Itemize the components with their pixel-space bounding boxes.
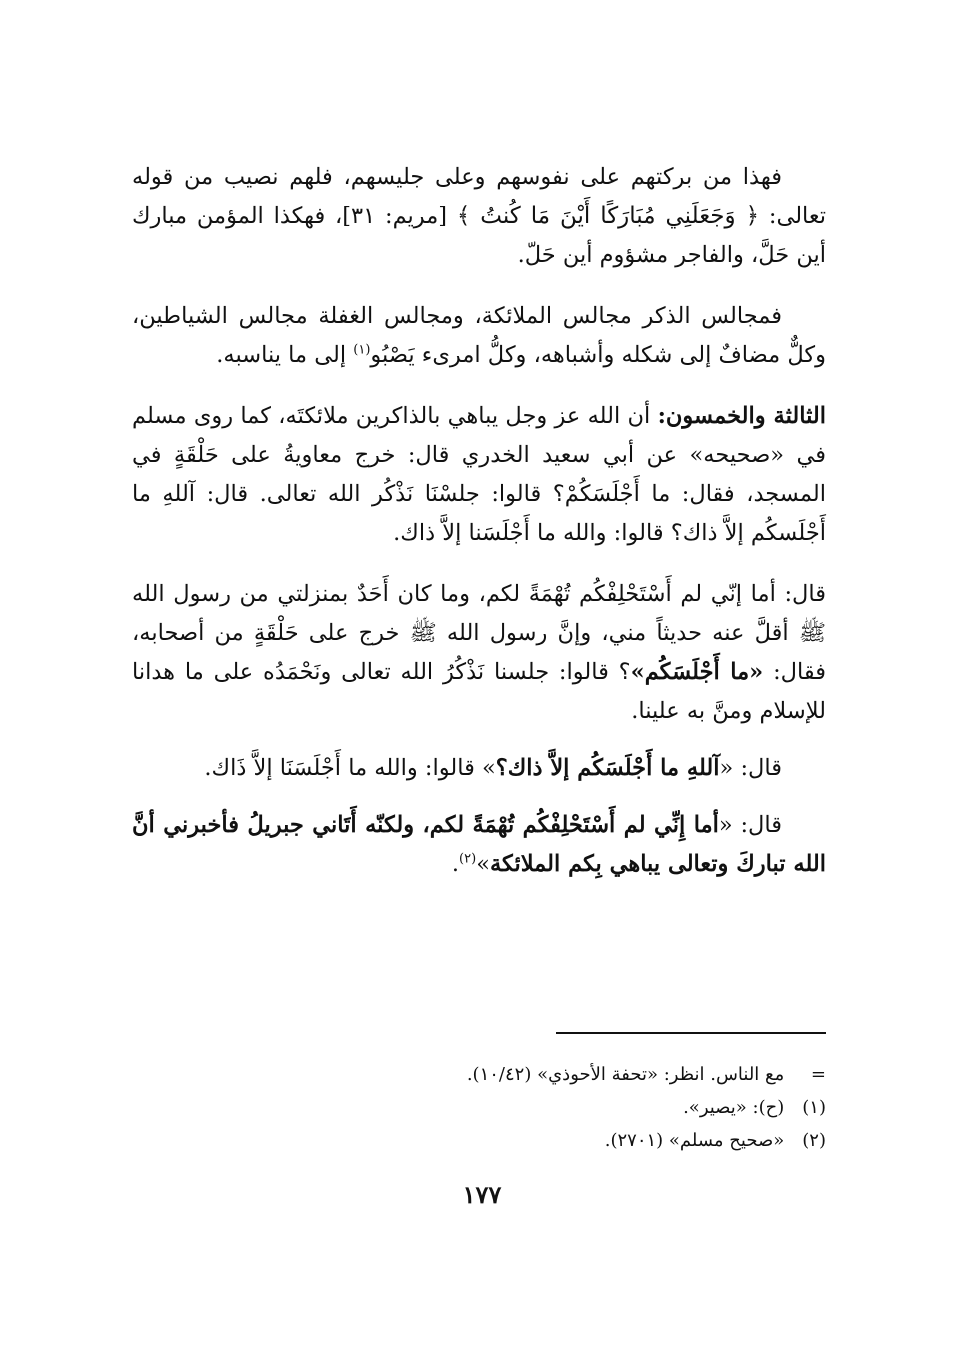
footnote-2	[132, 1124, 826, 1157]
hadith-quote: أما إِنِّي لم أَسْتَحْلِفْكُم تُهْمَةً لكم، ولكنّه أَتَاني جبريلُ فأخبرني أنَّ الله تباركَ وتعالى يباهي بِكم الملائكة	[132, 812, 826, 877]
paragraph-3: الثالثة والخمسون: أن الله عز وجل يباهي بالذاكرين ملائكتَه، كما روى مسلم في «صحيحه» عن أبي سعيد الخدري قال: خرج معاويةُ على حَلْقَةٍ في المسجد، فقال: ما أَجْلَسَكُمْ؟ قالوا: جلسْنَا نَذْكُر الله تعالى. قال: آللهِ ما أَجْلَسكُم إلاَّ ذاك؟ قالوا: والله ما أَجْلَسَنا إلاَّ ذاك.	[132, 403, 826, 546]
footnote-text: (ح): «يصير».	[683, 1097, 785, 1118]
paragraph-5: قال: «آللهِ ما أَجْلَسَكُم إلاَّ ذاك؟» قالوا: والله ما أَجْلَسَنَا إلاَّ ذَاك.	[204, 755, 782, 781]
footnote-number: (١)	[802, 1097, 826, 1118]
footnote-number: (٢)	[802, 1130, 826, 1151]
paragraph-6: قال: «أما إِنِّي لم أَسْتَحْلِفْكُم تُهْمَةً لكم، ولكنّه أَتَاني جبريلُ فأخبرني أنَّ الله تباركَ وتعالى يباهي بِكم الملائكة»$^{(٢)}$.	[132, 812, 826, 877]
footnote-1	[132, 1091, 826, 1124]
paragraph-4: قال: أما إنّي لم أَسْتَحْلِفْكُم تُهْمَةً لكم، وما كان أَحَدٌ بمنزلتي من رسول الله ﷺ أقلَّ عنه حديثاً مني، وإنَّ رسول الله ﷺ خرج على حَلْقَةٍ من أصحابه، فقال: «ما أَجْلَسَكُم»؟ قالوا: جلسنا نَذْكُرُ الله تعالى ونَحْمَدُه على ما هدانا للإسلام ومنَّ به علينا.	[132, 581, 826, 724]
footnote-number: =	[810, 1064, 826, 1085]
page-number: ١٧٧	[462, 1180, 502, 1209]
hadith-quote: «ما أَجْلَسَكُم»	[630, 659, 764, 685]
main-text	[132, 158, 826, 906]
quran-verse: ﴿ وَجَعَلَنِي مُبَارَكًا أَيْنَ مَا كُنتُ ﴾	[456, 203, 760, 229]
footnotes	[132, 1058, 826, 1157]
paragraph-1: فهذا من بركتهم على نفوسهم وعلى جليسهم، فلهم نصيب من قوله تعالى: ﴿ وَجَعَلَنِي مُبَارَكًا أَيْنَ مَا كُنتُ ﴾ [مريم: ٣١]، فهكذا المؤمن مبارك أين حَلَّ، والفاجر مشؤوم أين حَلّ.	[132, 164, 827, 268]
section-heading: الثالثة والخمسون:	[657, 403, 826, 429]
footnote-separator	[556, 1032, 826, 1034]
hadith-quote: آللهِ ما أَجْلَسَكُم إلاَّ ذاك؟	[495, 755, 720, 781]
footnote-ref-1[interactable]: (١)	[353, 342, 371, 358]
footnote-text: «صحيح مسلم» (٢٧٠١).	[604, 1130, 785, 1151]
paragraph-2: فمجالس الذكر مجالس الملائكة، ومجالس الغفلة مجالس الشياطين، وكلٌّ مضافٌ إلى شكله وأشباهه، وكلُّ امرىء يَصْبُو$^{(١)}$ إلى ما يناسبه.	[132, 303, 826, 368]
footnote-ref-2[interactable]: (٢)	[459, 851, 477, 867]
footnote-continuation	[132, 1058, 826, 1091]
footnote-text: مع الناس. انظر: «تحفة الأحوذي» (١٠/٤٢).	[466, 1064, 785, 1085]
